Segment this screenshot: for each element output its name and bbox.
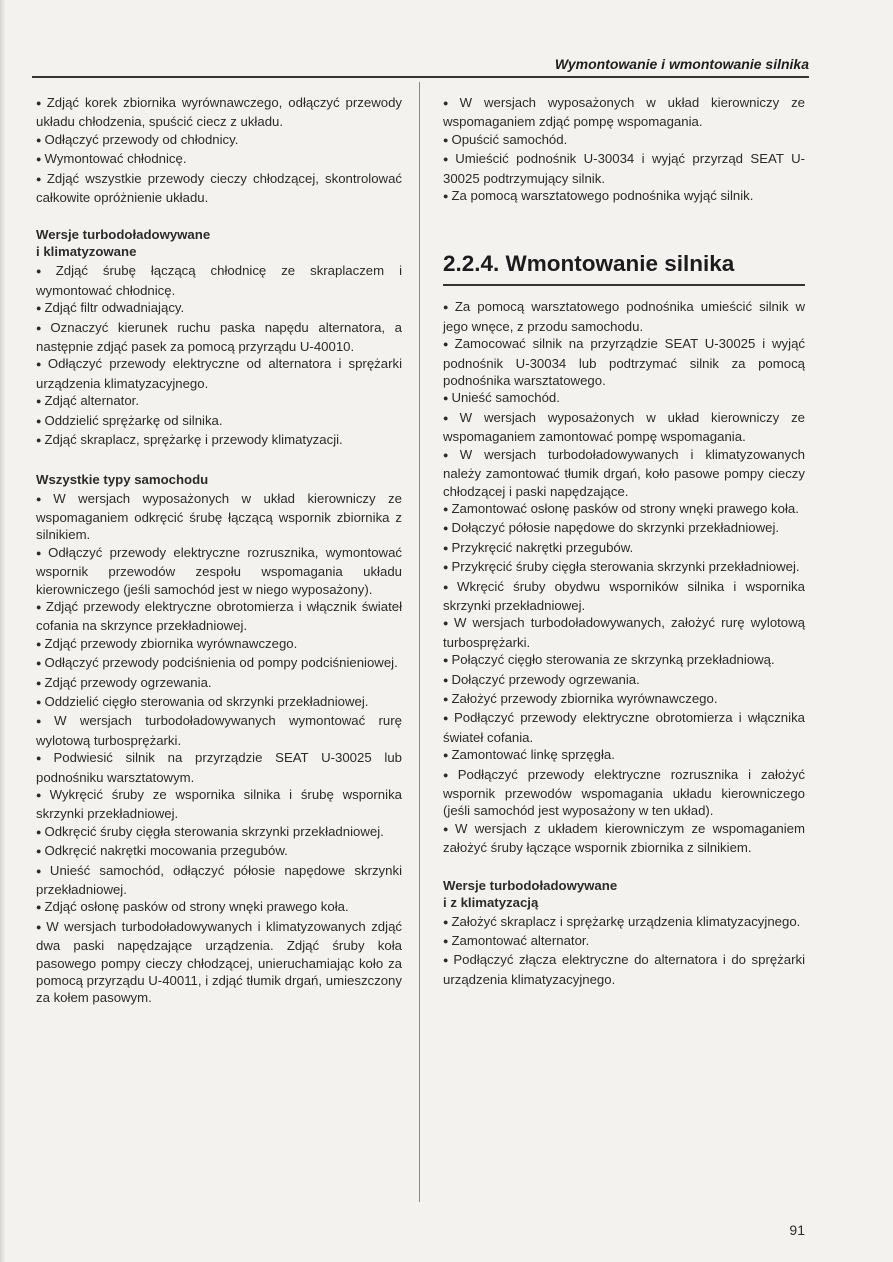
list-item: ● Zdjąć skraplacz, sprężarkę i przewody klimatyzacji. xyxy=(36,431,402,450)
subheading-turbo-klima xyxy=(443,877,805,911)
list-item: ● Unieść samochód, odłączyć półosie napędowe skrzynki przekładniowej. xyxy=(36,862,402,899)
list-item: ● Zdjąć przewody elektryczne obrotomierza i włącznik świateł cofania na skrzynce przekładniowej. xyxy=(36,598,402,635)
list-item: ● Odłączyć przewody elektryczne od alternatora i sprężarki urządzenia klimatyzacyjnego. xyxy=(36,355,402,392)
list-item: ● W wersjach wyposażonych w układ kierowniczy ze wspomaganiem zamontować pompę wspomagania. xyxy=(443,409,805,446)
list-item: ● Zdjąć osłonę pasków od strony wnęki prawego koła. xyxy=(36,898,402,917)
list-item: ● Podłączyć złącza elektryczne do alternatora i do sprężarki urządzenia klimatyzacyjnego. xyxy=(443,951,805,988)
list-item: ● Zamontować alternator. xyxy=(443,932,805,951)
list-item: ● Zdjąć alternator. xyxy=(36,392,402,411)
list-item: ● Podłączyć przewody elektryczne rozrusznika i założyć wspornik przewodów wspomagania układu kierowniczego (jeśli samochód jest wyposażony w ten układ). xyxy=(443,766,805,820)
list-item: ● W wersjach z układem kierowniczym ze wspomaganiem założyć śruby łączące wspornik zbiornika z silnikiem. xyxy=(443,820,805,857)
subheading-line: Wersje turbodoładowywane xyxy=(443,877,618,893)
list-item: ● Podłączyć przewody elektryczne obrotomierza i włącznika świateł cofania. xyxy=(443,709,805,746)
list-item: ● Dołączyć półosie napędowe do skrzynki przekładniowej. xyxy=(443,519,805,538)
list-item: ● Zdjąć wszystkie przewody cieczy chłodzącej, skontrolować całkowite opróżnienie układu. xyxy=(36,170,402,207)
list-item: ● Zamocować silnik na przyrządzie SEAT U-30025 i wyjąć podnośnik U-30034 lub podtrzymać silnik za pomocą podnośnika warsztatowego. xyxy=(443,335,805,389)
list-item: ● Zdjąć przewody ogrzewania. xyxy=(36,674,402,693)
list-item: ● Założyć skraplacz i sprężarkę urządzenia klimatyzacyjnego. xyxy=(443,913,805,932)
column-divider xyxy=(419,82,420,1202)
section-title: 2.2.4. Wmontowanie silnika xyxy=(443,251,735,277)
list-item: ● Za pomocą warsztatowego podnośnika wyjąć silnik. xyxy=(443,187,805,206)
list-item: ● Za pomocą warsztatowego podnośnika umieścić silnik w jego wnęce, z przodu samochodu. xyxy=(443,298,805,335)
list-item: ● Oddzielić sprężarkę od silnika. xyxy=(36,412,402,431)
list-item: ● Założyć przewody zbiornika wyrównawczego. xyxy=(443,690,805,709)
list-item: ● Zdjąć przewody zbiornika wyrównawczego. xyxy=(36,635,402,654)
section-rule xyxy=(443,284,805,286)
subheading-turbo-klima xyxy=(36,226,402,260)
running-header: Wymontowanie i wmontowanie silnika xyxy=(554,56,809,72)
list-item: ● Wymontować chłodnicę. xyxy=(36,150,402,169)
list-item: ● Zdjąć śrubę łączącą chłodnicę ze skraplaczem i wymontować chłodnicę. xyxy=(36,262,402,299)
list-item: ● Odkręcić nakrętki mocowania przegubów. xyxy=(36,842,402,861)
list-item: ● Zamontować osłonę pasków od strony wnęki prawego koła. xyxy=(443,500,805,519)
list-item: ● Odłączyć przewody od chłodnicy. xyxy=(36,131,402,150)
list-item: ● W wersjach turbodoładowywanych, założyć rurę wylotową turbosprężarki. xyxy=(443,614,805,651)
subheading-line: Wersje turbodoładowywane xyxy=(36,227,211,243)
list-item: ● Oznaczyć kierunek ruchu paska napędu alternatora, a następnie zdjąć pasek za pomocą przyrządu U-40010. xyxy=(36,319,402,356)
list-item: ● Wkręcić śruby obydwu wsporników silnika i wspornika skrzynki przekładniowej. xyxy=(443,578,805,615)
list-item: ● Połączyć cięgło sterowania ze skrzynką przekładniową. xyxy=(443,651,805,670)
subheading-all-types: Wszystkie typy samochodu xyxy=(36,471,209,487)
list-item: ● Podwiesić silnik na przyrządzie SEAT U-30025 lub podnośniku warsztatowym. xyxy=(36,749,402,786)
list-item: ● Zdjąć filtr odwadniający. xyxy=(36,299,402,318)
list-item: ● Umieścić podnośnik U-30034 i wyjąć przyrząd SEAT U-30025 podtrzymujący silnik. xyxy=(443,150,805,187)
right-column xyxy=(443,94,805,988)
list-item: ● Zamontować linkę sprzęgła. xyxy=(443,746,805,765)
list-item: ● W wersjach turbodoładowywanych i klimatyzowanych należy zamontować tłumik drgań, koło pasowe pompy cieczy chłodzącej i paski napędzające. xyxy=(443,446,805,500)
page-number: 91 xyxy=(789,1222,805,1238)
subheading-line: i z klimatyzacją xyxy=(443,894,539,910)
list-item: ● Przykręcić śruby cięgła sterowania skrzynki przekładniowej. xyxy=(443,558,805,577)
list-item: ● W wersjach wyposażonych w układ kierowniczy ze wspomaganiem odkręcić śrubę łączącą wspornik zbiornika z silnikiem. xyxy=(36,490,402,544)
list-item: ● Opuścić samochód. xyxy=(443,131,805,150)
list-item: ● Odłączyć przewody elektryczne rozrusznika, wymontować wspornik przewodów zespołu wspomagania układu kierowniczego (jeśli samochód jest w niego wyposażony). xyxy=(36,544,402,598)
list-item: ● Odłączyć przewody podciśnienia od pompy podciśnieniowej. xyxy=(36,654,402,673)
list-item: ● Wykręcić śruby ze wspornika silnika i śrubę wspornika skrzynki przekładniowej. xyxy=(36,786,402,823)
list-item: ● Przykręcić nakrętki przegubów. xyxy=(443,539,805,558)
header-rule xyxy=(32,76,809,78)
page-edge-shadow xyxy=(0,0,6,1262)
subheading-line: i klimatyzowane xyxy=(36,244,137,260)
left-column xyxy=(36,94,402,1007)
list-item: ● W wersjach wyposażonych w układ kierowniczy ze wspomaganiem zdjąć pompę wspomagania. xyxy=(443,94,805,131)
list-item: ● Zdjąć korek zbiornika wyrównawczego, odłączyć przewody układu chłodzenia, spuścić ciecz z układu. xyxy=(36,94,402,131)
list-item: ● W wersjach turbodoładowywanych wymontować rurę wylotową turbosprężarki. xyxy=(36,712,402,749)
list-item: ● W wersjach turbodoładowywanych i klimatyzowanych zdjąć dwa paski napędzające urządzenia. Zdjąć śruby koła pasowego pompy cieczy chłodzącej, unieruchamiając koło za pomocą przyrządu U-40011, i zdjąć tłumik drgań, umieszczony za kołem pasowym. xyxy=(36,918,402,1007)
list-item: ● Unieść samochód. xyxy=(443,389,805,408)
list-item: ● Dołączyć przewody ogrzewania. xyxy=(443,671,805,690)
list-item: ● Odkręcić śruby cięgła sterowania skrzynki przekładniowej. xyxy=(36,823,402,842)
list-item: ● Oddzielić cięgło sterowania od skrzynki przekładniowej. xyxy=(36,693,402,712)
